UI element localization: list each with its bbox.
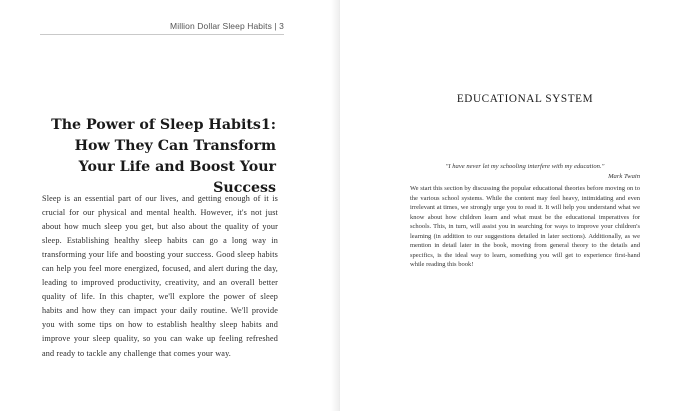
running-head: Million Dollar Sleep Habits | 3 <box>170 21 284 31</box>
chapter-body-text: Sleep is an essential part of our lives, and getting enough of it is crucial for our physical and mental health. However, it's not just about how much sleep you get, but also about the quality of your sleep. Establishing healthy sleep habits can go a long way in transforming your life and boosting your success. Good sleep habits can help you feel more energized, focused, and alert during the day, leading to improved productivity, creativity, and an overall better quality of life. In this chapter, we'll explore the power of sleep habits and how they can impact your daily routine. We'll provide you with some tips on how to establish healthy sleep habits and improve your sleep quality, so you can wake up feeling refreshed and ready to tackle any challenge that comes your way. <box>42 194 278 358</box>
epigraph-author: Mark Twain <box>608 173 640 180</box>
chapter-title: The Power of Sleep Habits1: How They Can Transform Your Life and Boost Your Success <box>51 117 276 196</box>
header-rule <box>40 34 284 35</box>
section-body-text: We start this section by discussing the popular educational theories before moving on to the various school systems. While the content may feel heavy, intimidating and even irrelevant at times, we strongly urge you to read it. It will help you understand what we know about how children learn and what must be the educational imperatives for schools. This, in turn, will assist you in searching for ways to improve your children's learning (in addition to our suggestions detailed in later sections). Additionally, as we mention in detail later in the book, moving from general theory to the details and specifics, is the ideal way to learn, something you will get to experience first-hand while reading this book! <box>410 185 640 268</box>
epigraph <box>410 162 640 182</box>
section-title: EDUCATIONAL SYSTEM <box>456 93 594 105</box>
epigraph-quote: "I have never let my schooling interfere with my education." <box>445 163 605 170</box>
